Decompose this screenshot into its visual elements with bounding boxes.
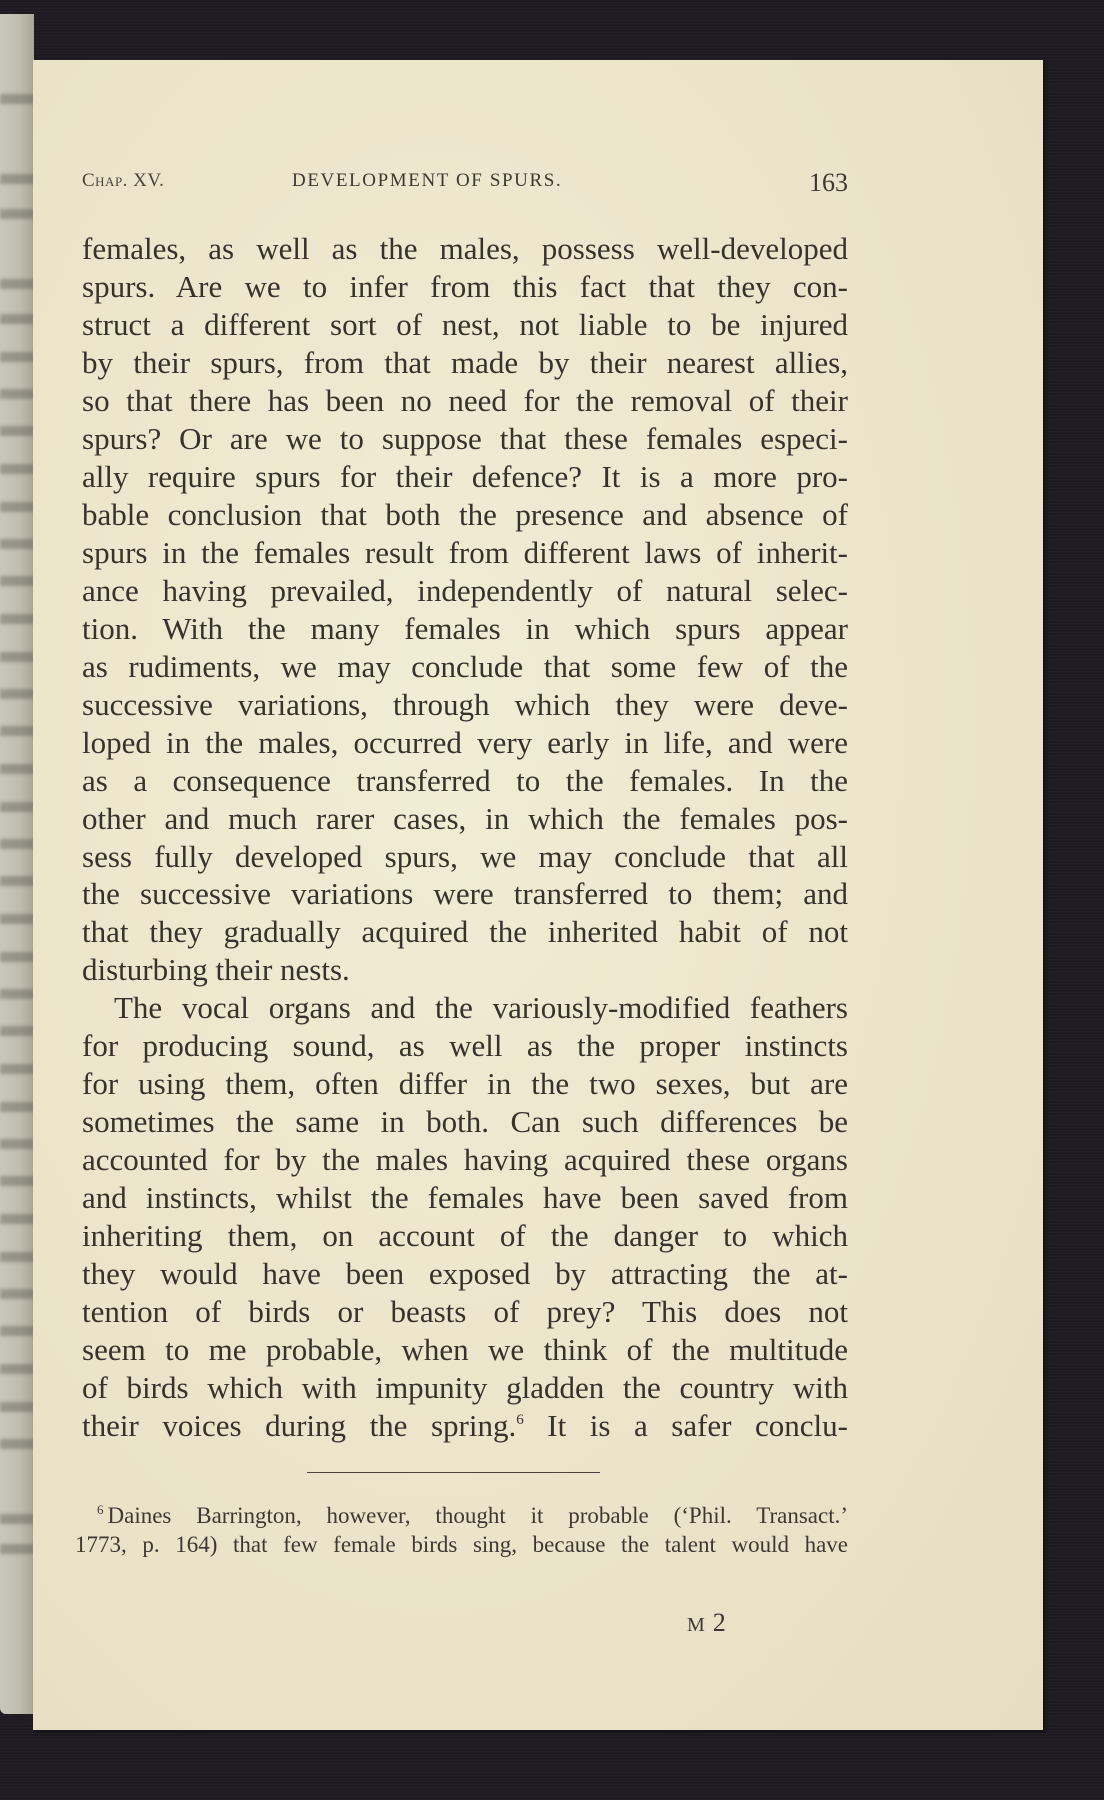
adjacent-page-edge — [0, 14, 34, 1714]
text-line: spurs in the females result from different laws of inherit- — [82, 534, 848, 570]
text-line: tion. With the many females in which spurs appear — [82, 610, 848, 646]
text-line: struct a different sort of nest, not liable to be injured — [82, 306, 848, 342]
text-line: seem to me probable, when we think of the multitude — [82, 1332, 848, 1368]
text-line: as a consequence transferred to the females. In the — [82, 762, 848, 798]
text-line: and instincts, whilst the females have been saved from — [82, 1180, 848, 1216]
text-line: inheriting them, on account of the danger to which — [82, 1218, 848, 1254]
running-title: DEVELOPMENT OF SPURS. — [292, 170, 563, 191]
text-line: that they gradually acquired the inherited habit of not — [82, 914, 848, 950]
text-line: of birds which with impunity gladden the country with — [82, 1370, 848, 1406]
printer-signature-mark — [687, 1608, 734, 1638]
text-line: sess fully developed spurs, we may conclude that all — [82, 838, 848, 874]
text-line: ally require spurs for their defence? It is a more pro- — [82, 458, 848, 494]
text-line: tention of birds or beasts of prey? This does not — [82, 1294, 848, 1330]
footnote — [75, 1501, 848, 1559]
text-line: successive variations, through which they were deve- — [82, 686, 848, 722]
chapter-label: Chap. XV. — [82, 170, 165, 191]
paragraph-end-line: disturbing their nests. — [82, 952, 350, 988]
text-line: spurs? Or are we to suppose that these females especi- — [82, 420, 848, 456]
signature-number: 2 — [712, 1608, 734, 1637]
text-line: sometimes the same in both. Can such differences be — [82, 1104, 848, 1140]
footnote-reference[interactable]: 6 — [516, 1412, 524, 1429]
text-line: the successive variations were transferred to them; and — [82, 876, 848, 912]
text-line: loped in the males, occurred very early in life, and were — [82, 724, 848, 760]
footnote-divider — [307, 1472, 600, 1473]
text-line: ance having prevailed, independently of natural selec- — [82, 572, 848, 608]
text-line: for using them, often differ in the two sexes, but are — [82, 1066, 848, 1102]
footnote-line: 1773, p. 164) that few female birds sing, because the talent would have — [75, 1532, 848, 1557]
text-before-ref: their voices during the spring. — [82, 1408, 517, 1444]
text-line: bable conclusion that both the presence and absence of — [82, 496, 848, 532]
text-line: they would have been exposed by attracting the at- — [82, 1256, 848, 1292]
text-line: other and much rarer cases, in which the females pos- — [82, 800, 848, 836]
text-line: so that there has been no need for the removal of their — [82, 382, 848, 418]
text-line: spurs. Are we to infer from this fact that they con- — [82, 268, 848, 304]
text-after-ref: It is a safer conclu- — [523, 1408, 848, 1444]
paragraph-start-line: The vocal organs and the variously-modified feathers — [114, 990, 848, 1026]
running-head — [82, 168, 848, 197]
footnote-marker: 6 — [97, 1502, 104, 1517]
text-line: for producing sound, as well as the proper instincts — [82, 1028, 848, 1064]
body-text — [82, 230, 848, 1445]
text-line: females, as well as the males, possess well-developed — [82, 231, 848, 266]
text-line: accounted for by the males having acquired these organs — [82, 1142, 848, 1178]
text-line-with-footnote-ref — [82, 1407, 848, 1445]
footnote-text: Daines Barrington, however, thought it probable (‘Phil. Transact.’ — [107, 1503, 848, 1528]
page-number: 163 — [809, 168, 848, 197]
book-page — [33, 60, 1043, 1730]
text-line: by their spurs, from that made by their nearest allies, — [82, 344, 848, 380]
footnote-line — [75, 1501, 848, 1530]
signature-letter: M — [687, 1614, 713, 1636]
text-line: as rudiments, we may conclude that some few of the — [82, 648, 848, 684]
